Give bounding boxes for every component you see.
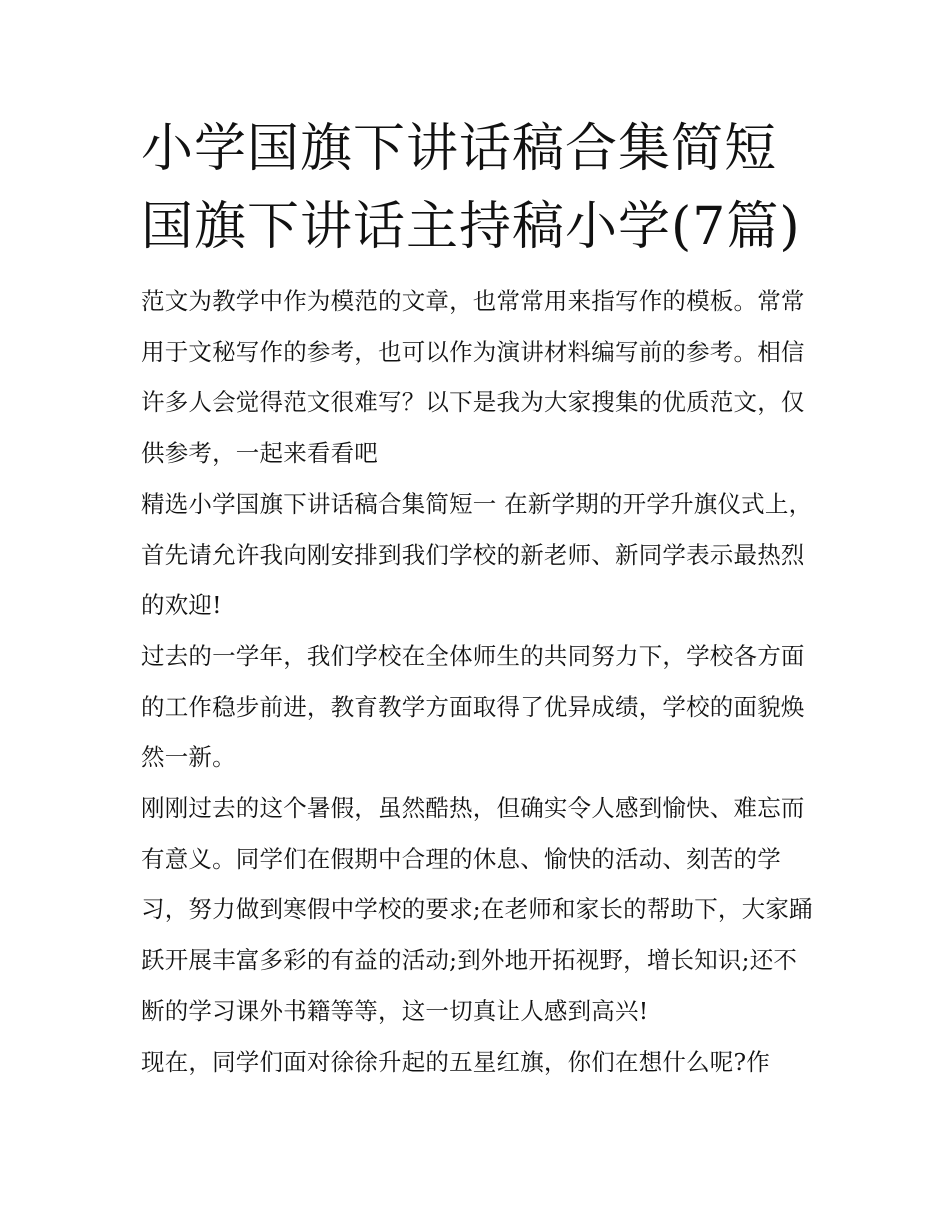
paragraph-4: 现在，同学们面对徐徐升起的五星红旗，你们在想什么呢?作 xyxy=(141,1047,770,1076)
document-title: 小学国旗下讲话稿合集简短 国旗下讲话主持稿小学(7篇) xyxy=(141,119,801,257)
paragraph-2: 过去的一学年，我们学校在全体师生的共同努力下，学校各方面的工作稳步前进，教育教学方面取得了优异成绩，学校的面貌焕然一新。 xyxy=(141,641,805,772)
paragraph-1: 精选小学国旗下讲话稿合集简短一 在新学期的开学升旗仪式上，首先请允许我向刚安排到我们学校的新老师、新同学表示最热烈的欢迎! xyxy=(141,489,813,620)
paragraph-3: 刚刚过去的这个暑假，虽然酷热，但确实令人感到愉快、难忘而有意义。同学们在假期中合理的休息、愉快的活动、刻苦的学习，努力做到寒假中学校的要求;在老师和家长的帮助下，大家踊跃开展丰富多彩的有益的活动;到外地开拓视野，增长知识;还不断的学习课外书籍等等，这一切真让人感到高兴! xyxy=(141,794,813,1025)
document-page xyxy=(141,110,813,1087)
document-body xyxy=(141,276,813,1087)
paragraph-intro: 范文为教学中作为模范的文章，也常常用来指写作的模板。常常用于文秘写作的参考，也可以作为演讲材料编写前的参考。相信许多人会觉得范文很难写？以下是我为大家搜集的优质范文，仅供参考，一起来看看吧 xyxy=(141,287,805,468)
